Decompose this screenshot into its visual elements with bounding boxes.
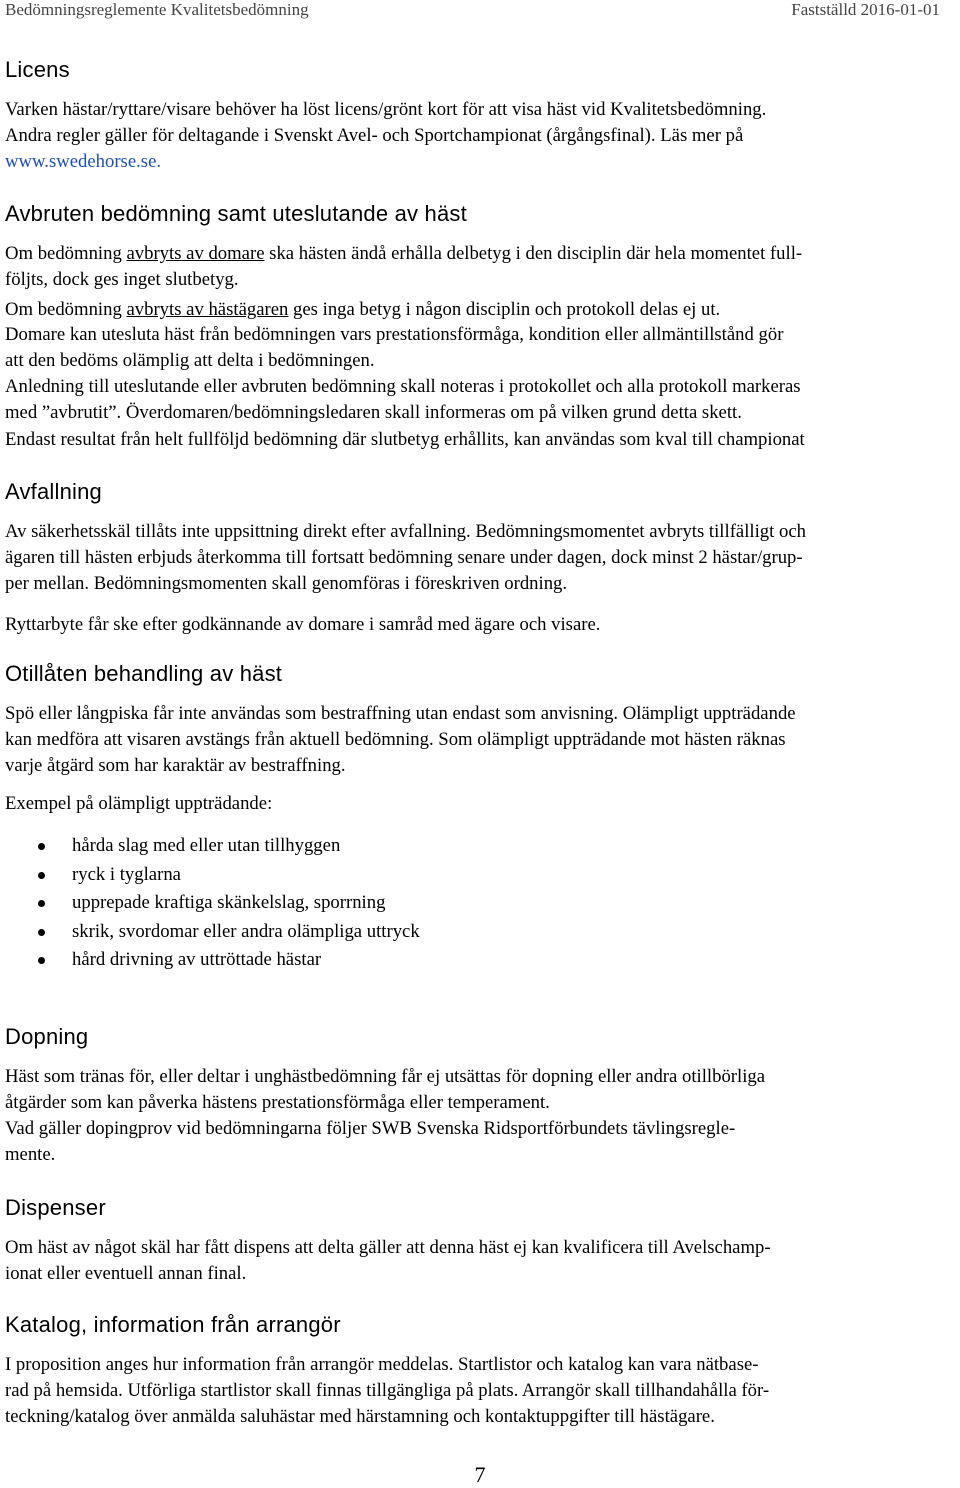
text-line: följts, dock ges inget slutbetyg. xyxy=(5,269,239,290)
list-item: hård drivning av uttröttade hästar xyxy=(0,946,900,975)
avbruten-paragraph-3 xyxy=(5,322,955,374)
text-line: åtgärder som kan påverka hästens prestationsförmåga eller temperament. xyxy=(5,1092,550,1113)
text-line: per mellan. Bedömningsmomenten skall genomföras i föreskriven ordning. xyxy=(5,573,568,594)
text-line: Häst som tränas för, eller deltar i unghästbedömning får ej utsättas för dopning eller andra otillbörliga xyxy=(5,1066,766,1087)
text-line: ionat eller eventuell annan final. xyxy=(5,1263,247,1284)
text-line: teckning/katalog över anmälda saluhästar med härstamning och kontaktuppgifter till hästägare. xyxy=(5,1406,715,1427)
text-span: Om bedömning xyxy=(5,299,127,320)
avfallning-paragraph-1 xyxy=(5,519,955,597)
list-item: hårda slag med eller utan tillhyggen xyxy=(0,832,900,861)
dopning-paragraph-1 xyxy=(5,1064,955,1168)
text-line: Av säkerhetsskäl tillåts inte uppsittning direkt efter avfallning. Bedömningsmomentet avbryts tillfälligt och xyxy=(5,521,806,542)
text-line: Om häst av något skäl har fått dispens att delta gäller att denna häst ej kan kvalificera till Avelschamp- xyxy=(5,1237,771,1258)
text-line: med ”avbrutit”. Överdomaren/bedömningsledaren skall informeras om på vilken grund detta skett. xyxy=(5,402,742,423)
avbruten-paragraph-2 xyxy=(5,297,955,323)
avbruten-paragraph-5: Endast resultat från helt fullföljd bedömning där slutbetyg erhållits, kan användas som kval till championat xyxy=(5,429,805,450)
text-span: ges inga betyg i någon disciplin och protokoll delas ej ut. xyxy=(288,299,721,320)
dispenser-paragraph xyxy=(5,1235,955,1287)
text-line: Vad gäller dopingprov vid bedömningarna följer SWB Svenska Ridsportförbundets tävlingsregle- xyxy=(5,1118,736,1139)
text-line: Spö eller långpiska får inte användas som bestraffning utan endast som anvisning. Olämpligt uppträdande xyxy=(5,703,796,724)
list-item: upprepade kraftiga skänkelslag, sporrning xyxy=(0,889,900,918)
text-line: mente. xyxy=(5,1144,56,1165)
heading-dopning: Dopning xyxy=(5,1024,89,1049)
text-line: I proposition anges hur information från arrangör meddelas. Startlistor och katalog kan vara nätbase- xyxy=(5,1354,759,1375)
text-line: Anledning till uteslutande eller avbruten bedömning skall noteras i protokollet och alla protokoll markeras xyxy=(5,376,801,397)
underlined-text: avbryts av hästägaren xyxy=(126,299,289,320)
avbruten-paragraph-1 xyxy=(5,241,955,293)
header-date: Fastställd 2016-01-01 xyxy=(791,0,940,19)
text-line: att den bedöms olämplig att delta i bedömningen. xyxy=(5,350,375,371)
list-item: skrik, svordomar eller andra olämpliga uttryck xyxy=(0,918,900,947)
bullet-list xyxy=(0,832,900,975)
licens-paragraph xyxy=(5,97,955,175)
heading-dispenser: Dispenser xyxy=(5,1195,106,1220)
text-line: Andra regler gäller för deltagande i Svenskt Avel- och Sportchampionat (årgångsfinal). Läs mer på xyxy=(5,125,744,146)
katalog-paragraph xyxy=(5,1352,955,1430)
swedehorse-link[interactable]: www.swedehorse.se. xyxy=(5,151,162,172)
text-line: Domare kan utesluta häst från bedömningen vars prestationsförmåga, kondition eller allmäntillstånd gör xyxy=(5,324,784,345)
text-line: Varken hästar/ryttare/visare behöver ha löst licens/grönt kort för att visa häst vid Kvalitetsbedömning. xyxy=(5,99,767,120)
heading-avfallning: Avfallning xyxy=(5,479,102,504)
otillaten-paragraph-2: Exempel på olämpligt uppträdande: xyxy=(5,793,273,814)
heading-avbruten: Avbruten bedömning samt uteslutande av häst xyxy=(5,201,467,226)
text-line: varje åtgärd som har karaktär av bestraffning. xyxy=(5,755,346,776)
heading-licens: Licens xyxy=(5,57,70,82)
text-line: kan medföra att visaren avstängs från aktuell bedömning. Som olämpligt uppträdande mot hästen räknas xyxy=(5,729,786,750)
list-item: ryck i tyglarna xyxy=(0,861,900,890)
underlined-text: avbryts av domare xyxy=(126,243,265,264)
header-title: Bedömningsreglemente Kvalitetsbedömning xyxy=(5,0,309,19)
otillaten-paragraph-1 xyxy=(5,701,955,779)
heading-katalog: Katalog, information från arrangör xyxy=(5,1312,341,1337)
text-line: rad på hemsida. Utförliga startlistor skall finnas tillgängliga på plats. Arrangör skall tillhandahålla för- xyxy=(5,1380,770,1401)
text-span: ska hästen ändå erhålla delbetyg i den disciplin där hela momentet full- xyxy=(264,243,803,264)
text-span: Om bedömning xyxy=(5,243,127,264)
heading-otillaten: Otillåten behandling av häst xyxy=(5,661,283,686)
avfallning-paragraph-2: Ryttarbyte får ske efter godkännande av domare i samråd med ägare och visare. xyxy=(5,614,601,635)
page-number: 7 xyxy=(474,1462,486,1487)
avbruten-paragraph-4 xyxy=(5,374,955,426)
text-line: ägaren till hästen erbjuds återkomma till fortsatt bedömning senare under dagen, dock minst 2 hästar/grup- xyxy=(5,547,803,568)
